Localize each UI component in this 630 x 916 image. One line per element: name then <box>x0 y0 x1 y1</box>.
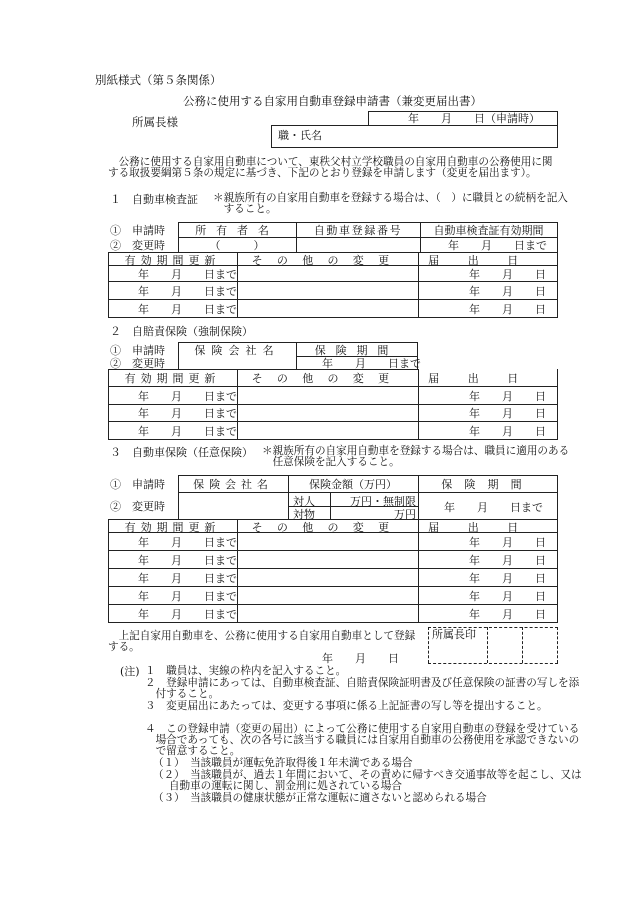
note-2: ２ 登録申請にあっては、自動車検査証、自賠責保険証明書及び任意保険の証書の写しを添付すること。 <box>145 677 580 700</box>
s3-row4-until[interactable]: 年 月 日まで <box>138 590 237 603</box>
s3-row5-until[interactable]: 年 月 日まで <box>138 608 237 621</box>
s1-row3-until[interactable]: 年 月 日まで <box>138 303 237 316</box>
s1-row2-filed[interactable]: 年 月 日 <box>469 285 546 298</box>
note-4-1: （１） 当該職員が運転免許取得後１年未満である場合 <box>153 757 413 769</box>
notes-label: (注) <box>120 665 140 678</box>
s3-period-header: 保険期間 <box>441 478 534 491</box>
section2-heading: ２ 自賠責保険（強制保険） <box>110 325 253 338</box>
note-1: １ 職員は、実線の枠内を記入すること。 <box>145 665 347 677</box>
s1-owner-header: 所有者名 <box>195 224 279 237</box>
section3-note: ＊親族所有の自家用自動車を登録する場合は、職員に適用のある任意保険を記入すること。 <box>262 445 570 468</box>
s3-row2-until[interactable]: 年 月 日まで <box>138 554 237 567</box>
s3-renew-header: 有効期間更新 <box>124 521 221 534</box>
addressee: 所属長様 <box>132 115 178 129</box>
s2-row1-until[interactable]: 年 月 日まで <box>138 390 237 403</box>
s1-row3-filed[interactable]: 年 月 日 <box>469 303 546 316</box>
s1-change-label: ② 変更時 <box>110 239 165 252</box>
s2-row3-filed[interactable]: 年 月 日 <box>469 425 546 438</box>
s1-reg-header: 自動車登録番号 <box>313 224 403 237</box>
s3-row3-filed[interactable]: 年 月 日 <box>469 572 546 585</box>
s3-row4-filed[interactable]: 年 月 日 <box>469 590 546 603</box>
s3-person-label: 対人 <box>293 495 315 508</box>
document-title: 公務に使用する自家用自動車登録申請書（兼変更届出書） <box>183 94 482 108</box>
application-date[interactable]: 年 月 日（申請時） <box>408 112 540 125</box>
s3-amount-header: 保険金額（万円） <box>309 478 397 491</box>
s2-row3-until[interactable]: 年 月 日まで <box>138 425 237 438</box>
s3-property-amount[interactable]: 万円 <box>394 508 416 521</box>
s2-row2-until[interactable]: 年 月 日まで <box>138 407 237 420</box>
s1-row1-until[interactable]: 年 月 日まで <box>138 268 237 281</box>
note-4-3: （３） 当該職員の健康状態が正常な運転に適さないと認められる場合 <box>153 792 487 804</box>
s2-filed-header: 届出日 <box>428 372 547 385</box>
s3-person-amount[interactable]: 万円・無制限 <box>350 495 416 508</box>
intro-paragraph: 公務に使用する自家用自動車について、東秩父村立学校職員の自家用自動車の公務使用に関する取扱要綱第５条の規定に基づき、下記のとおり登録を申請します（変更を届出ます）。 <box>108 156 553 179</box>
s2-period-until[interactable]: 年 月 日まで <box>322 357 421 370</box>
s3-property-label: 対物 <box>293 508 315 521</box>
stamp-label: 所属長印 <box>432 628 476 641</box>
s3-row1-until[interactable]: 年 月 日まで <box>138 536 237 549</box>
s1-valid-until[interactable]: 年 月 日まで <box>448 239 547 252</box>
s2-company-header: 保険会社名 <box>194 344 280 357</box>
s1-apply-label: ① 申請時 <box>110 224 165 237</box>
s2-row2-filed[interactable]: 年 月 日 <box>469 407 546 420</box>
s2-other-header: その他の変更 <box>251 372 404 385</box>
note-4-2: （２） 当該職員が、過去１年間において、その責めに帰すべき交通事故等を起こし、又は自動車の運転に関し、罰金刑に処されている場合 <box>153 769 582 792</box>
s1-relation-paren[interactable]: （ ） <box>209 239 265 252</box>
s3-row3-until[interactable]: 年 月 日まで <box>138 572 237 585</box>
position-name-label: 職・氏名 <box>278 129 322 142</box>
s3-period-until[interactable]: 年 月 日まで <box>444 501 543 514</box>
section1-heading: １ 自動車検査証 <box>110 193 198 206</box>
s3-company-header: 保険会社名 <box>193 478 273 491</box>
s3-other-header: その他の変更 <box>251 521 404 534</box>
s1-renew-header: 有効期間更新 <box>124 254 221 267</box>
s1-valid-header: 自動車検査証有効期間 <box>433 224 544 237</box>
s3-apply-label: ① 申請時 <box>110 478 165 491</box>
s3-row2-filed[interactable]: 年 月 日 <box>469 554 546 567</box>
section1-note: ＊親族所有の自家用自動車を登録する場合は、（ ）に職員との続柄を記入すること。 <box>213 192 568 215</box>
s3-change-label: ② 変更時 <box>110 500 165 513</box>
section3-heading: ３ 自動車保険（任意保険） <box>110 446 253 459</box>
s3-row5-filed[interactable]: 年 月 日 <box>469 608 546 621</box>
s1-row1-filed[interactable]: 年 月 日 <box>469 268 546 281</box>
s1-row2-until[interactable]: 年 月 日まで <box>138 285 237 298</box>
note-3: ３ 変更届出にあたっては、変更する事項に係る上記証書の写し等を提出すること。 <box>145 700 548 712</box>
note-4: ４ この登録申請（変更の届出）によって公務に使用する自家用自動車の登録を受けている場合であっても、次の各号に該当する職員には自家用自動車の公務使用を承認できないので留意すること。 <box>145 723 580 757</box>
closing-date[interactable]: 年 月 日 <box>322 652 399 665</box>
s3-filed-header: 届出日 <box>428 521 547 534</box>
s2-apply-label: ① 申請時 <box>110 344 165 357</box>
form-reference: 別紙様式（第５条関係） <box>95 73 222 87</box>
closing-statement: 上記自家用自動車を、公務に使用する自家用自動車として登録する。 <box>108 630 416 653</box>
s2-renew-header: 有効期間更新 <box>124 372 221 385</box>
s2-change-label: ② 変更時 <box>110 357 165 370</box>
s2-period-header: 保険期間 <box>314 344 399 357</box>
s1-filed-header: 届出日 <box>428 254 547 267</box>
s1-other-header: その他の変更 <box>251 254 404 267</box>
s3-row1-filed[interactable]: 年 月 日 <box>469 536 546 549</box>
s2-row1-filed[interactable]: 年 月 日 <box>469 390 546 403</box>
